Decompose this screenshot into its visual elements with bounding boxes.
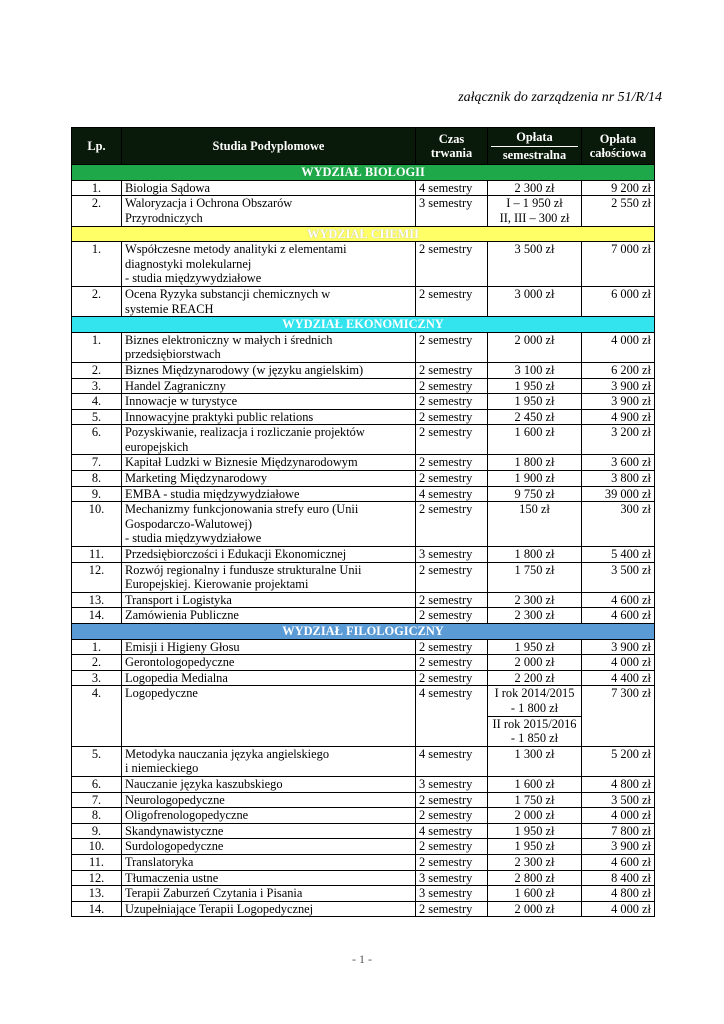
cell-studia-line: Kapitał Ludzki w Biznesie Międzynarodowym (125, 455, 358, 470)
cell-studia-line: Logopedyczne (125, 686, 198, 701)
cell-lp: 10. (72, 502, 122, 547)
cell-oplata-semestralna (488, 242, 582, 287)
cell-studia-line: Pozyskiwanie, realizacja i rozliczanie projektów (125, 425, 365, 440)
cell-czas: 4 semestry (416, 180, 488, 196)
cell-oplata-semestralna (488, 823, 582, 839)
header-oplata-c-line2: całościowa (589, 146, 647, 161)
cell-oplata-line: 3 000 zł (514, 286, 555, 301)
table-row (72, 870, 655, 886)
cell-oplata-calosciowa: 4 000 zł (582, 808, 655, 824)
cell-studia-line: i niemieckiego (125, 761, 199, 776)
cell-studia-line: Mechanizmy funkcjonowania strefy euro (Unii (125, 502, 359, 517)
cell-studia (122, 378, 416, 394)
cell-czas: 3 semestry (416, 547, 488, 563)
cell-czas: 2 semestry (416, 655, 488, 671)
cell-czas: 2 semestry (416, 808, 488, 824)
cell-czas: 4 semestry (416, 746, 488, 776)
department-row (72, 624, 655, 640)
cell-oplata-part (488, 717, 581, 746)
cell-studia (122, 362, 416, 378)
cell-lp: 8. (72, 808, 122, 824)
table-row (72, 854, 655, 870)
cell-oplata-calosciowa: 9 200 zł (582, 180, 655, 196)
header-czas (416, 128, 488, 165)
cell-oplata-semestralna (488, 686, 582, 746)
cell-lp: 1. (72, 639, 122, 655)
table-row (72, 823, 655, 839)
cell-oplata-calosciowa: 39 000 zł (582, 486, 655, 502)
cell-oplata-line: 2 000 zł (514, 655, 555, 670)
cell-lp: 7. (72, 792, 122, 808)
cell-studia-line: Translatoryka (125, 854, 194, 869)
cell-oplata-semestralna (488, 180, 582, 196)
cell-czas: 2 semestry (416, 592, 488, 608)
cell-studia-line: Tłumaczenia ustne (125, 870, 219, 885)
cell-lp: 12. (72, 870, 122, 886)
cell-czas: 2 semestry (416, 901, 488, 917)
cell-oplata-semestralna (488, 562, 582, 592)
cell-studia-line: Emisji i Higieny Głosu (125, 639, 240, 654)
cell-lp: 8. (72, 471, 122, 487)
header-oplata-c-line1: Opłata (599, 131, 637, 146)
cell-oplata-calosciowa: 7 800 zł (582, 823, 655, 839)
table-row (72, 332, 655, 362)
cell-oplata-line: 2 300 zł (514, 608, 555, 623)
cell-oplata-calosciowa: 4 800 zł (582, 776, 655, 792)
cell-studia-line: Przedsiębiorczości i Edukacji Ekonomicznej (125, 547, 347, 562)
cell-studia-line: diagnostyki molekularnej (125, 256, 252, 271)
cell-oplata-line: - 1 850 zł (510, 731, 559, 746)
table-row (72, 362, 655, 378)
cell-czas: 2 semestry (416, 792, 488, 808)
cell-oplata-line: 2 300 zł (514, 592, 555, 607)
table-row (72, 425, 655, 455)
cell-oplata-semestralna (488, 286, 582, 316)
table-row (72, 455, 655, 471)
cell-oplata-semestralna (488, 394, 582, 410)
cell-oplata-calosciowa: 5 400 zł (582, 547, 655, 563)
cell-studia (122, 670, 416, 686)
cell-czas: 3 semestry (416, 870, 488, 886)
cell-studia-line: Innowacje w turystyce (125, 394, 238, 409)
cell-lp: 2. (72, 196, 122, 226)
cell-czas: 2 semestry (416, 242, 488, 287)
cell-oplata-line: 1 750 zł (514, 562, 555, 577)
cell-lp: 9. (72, 823, 122, 839)
cell-oplata-calosciowa: 6 200 zł (582, 362, 655, 378)
cell-studia-line: Terapii Zaburzeń Czytania i Pisania (125, 886, 303, 901)
cell-studia-line: Uzupełniające Terapii Logopedycznej (125, 901, 314, 916)
header-czas-line1: Czas (438, 131, 465, 146)
cell-czas: 2 semestry (416, 378, 488, 394)
table-row (72, 471, 655, 487)
cell-oplata-semestralna (488, 486, 582, 502)
cell-oplata-line: 2 000 zł (514, 901, 555, 916)
cell-oplata-line: II, III – 300 zł (499, 210, 570, 225)
cell-oplata-semestralna (488, 378, 582, 394)
cell-oplata-line: 1 950 zł (514, 839, 555, 854)
cell-studia (122, 839, 416, 855)
cell-czas: 2 semestry (416, 362, 488, 378)
cell-studia (122, 332, 416, 362)
cell-oplata-calosciowa: 3 900 zł (582, 839, 655, 855)
department-row (72, 165, 655, 181)
cell-oplata-calosciowa: 4 600 zł (582, 592, 655, 608)
cell-studia-line: Rozwój regionalny i fundusze strukturalne Unii (125, 562, 362, 577)
cell-lp: 2. (72, 286, 122, 316)
cell-oplata-calosciowa: 4 800 zł (582, 886, 655, 902)
cell-lp: 13. (72, 592, 122, 608)
cell-czas: 2 semestry (416, 670, 488, 686)
header-oplata-semestralna (488, 128, 582, 165)
table-body (72, 165, 655, 917)
cell-oplata-line: 1 900 zł (514, 471, 555, 486)
table-row (72, 378, 655, 394)
header-czas-line2: trwania (430, 146, 473, 161)
department-name: WYDZIAŁ FILOLOGICZNY (72, 624, 655, 640)
cell-czas: 4 semestry (416, 486, 488, 502)
table-row (72, 486, 655, 502)
cell-oplata-semestralna (488, 502, 582, 547)
cell-oplata-line: 1 800 zł (514, 455, 555, 470)
cell-czas: 2 semestry (416, 394, 488, 410)
department-name: WYDZIAŁ BIOLOGII (72, 165, 655, 181)
cell-oplata-calosciowa: 3 600 zł (582, 455, 655, 471)
cell-studia (122, 196, 416, 226)
cell-studia (122, 502, 416, 547)
cell-studia-line: Zamówienia Publiczne (125, 608, 239, 623)
cell-lp: 3. (72, 670, 122, 686)
cell-lp: 1. (72, 332, 122, 362)
cell-studia (122, 180, 416, 196)
cell-oplata-calosciowa: 3 900 zł (582, 394, 655, 410)
cell-lp: 3. (72, 378, 122, 394)
cell-oplata-semestralna (488, 362, 582, 378)
cell-oplata-line: 2 300 zł (514, 854, 555, 869)
cell-oplata-line: 1 600 zł (514, 886, 555, 901)
cell-lp: 14. (72, 608, 122, 624)
cell-lp: 7. (72, 455, 122, 471)
department-name: WYDZIAŁ EKONOMICZNY (72, 317, 655, 333)
cell-lp: 5. (72, 409, 122, 425)
cell-oplata-line: - 1 800 zł (510, 700, 559, 715)
cell-oplata-line: 9 750 zł (514, 486, 555, 501)
cell-studia (122, 870, 416, 886)
cell-czas: 3 semestry (416, 886, 488, 902)
cell-studia-line: Logopedia Medialna (125, 670, 228, 685)
cell-oplata-semestralna (488, 839, 582, 855)
cell-lp: 4. (72, 686, 122, 746)
cell-studia-line: Oligofrenologopedyczne (125, 808, 249, 823)
cell-oplata-line: 1 300 zł (514, 746, 555, 761)
cell-oplata-semestralna (488, 808, 582, 824)
cell-oplata-line: 1 600 zł (514, 776, 555, 791)
table-row (72, 180, 655, 196)
cell-studia (122, 471, 416, 487)
table-row (72, 394, 655, 410)
cell-studia (122, 639, 416, 655)
cell-czas: 2 semestry (416, 562, 488, 592)
cell-oplata-calosciowa: 4 900 zł (582, 409, 655, 425)
cell-studia (122, 562, 416, 592)
cell-studia (122, 286, 416, 316)
cell-oplata-line: 2 800 zł (514, 870, 555, 885)
cell-oplata-line: 1 950 zł (514, 639, 555, 654)
cell-studia (122, 686, 416, 746)
cell-studia (122, 823, 416, 839)
cell-lp: 1. (72, 180, 122, 196)
cell-czas: 3 semestry (416, 776, 488, 792)
cell-lp: 13. (72, 886, 122, 902)
table-row (72, 639, 655, 655)
cell-studia-line: Gospodarczo-Walutowej) (125, 516, 252, 531)
cell-oplata-line: 2 000 zł (514, 808, 555, 823)
table-row (72, 792, 655, 808)
table-row (72, 196, 655, 226)
cell-oplata-line: II rok 2015/2016 (492, 716, 577, 731)
cell-oplata-calosciowa: 3 900 zł (582, 639, 655, 655)
cell-lp: 2. (72, 362, 122, 378)
page-number: - 1 - (352, 952, 372, 966)
cell-czas: 2 semestry (416, 502, 488, 547)
cell-oplata-semestralna (488, 655, 582, 671)
cell-lp: 6. (72, 776, 122, 792)
cell-czas: 4 semestry (416, 686, 488, 746)
cell-studia-line: - studia międzywydziałowe (125, 271, 262, 286)
cell-studia-line: Ocena Ryzyka substancji chemicznych w (125, 286, 331, 301)
table-row (72, 547, 655, 563)
cell-oplata-line: 3 500 zł (514, 242, 555, 257)
cell-studia (122, 486, 416, 502)
cell-lp: 9. (72, 486, 122, 502)
cell-lp: 14. (72, 901, 122, 917)
cell-oplata-line: I rok 2014/2015 (494, 686, 575, 701)
cell-oplata-line: 150 zł (519, 502, 550, 517)
table-header-row (72, 128, 655, 165)
cell-studia-line: Marketing Międzynarodowy (125, 471, 268, 486)
cell-czas: 2 semestry (416, 332, 488, 362)
cell-czas: 2 semestry (416, 425, 488, 455)
annex-reference: załącznik do zarządzenia nr 51/R/14 (458, 90, 662, 105)
cell-oplata-line: 1 950 zł (514, 378, 555, 393)
cell-oplata-line: 2 300 zł (514, 180, 555, 195)
cell-studia (122, 242, 416, 287)
cell-oplata-semestralna (488, 854, 582, 870)
cell-czas: 2 semestry (416, 854, 488, 870)
table-row (72, 901, 655, 917)
cell-lp: 2. (72, 655, 122, 671)
cell-studia (122, 409, 416, 425)
cell-studia-line: - studia międzywydziałowe (125, 531, 262, 546)
cell-studia-line: Innowacyjne praktyki public relations (125, 409, 314, 424)
cell-czas: 2 semestry (416, 839, 488, 855)
cell-oplata-line: 1 800 zł (514, 547, 555, 562)
cell-studia-line: Metodyka nauczania języka angielskiego (125, 746, 330, 761)
cell-oplata-semestralna (488, 592, 582, 608)
cell-oplata-line: 1 950 zł (514, 823, 555, 838)
cell-oplata-semestralna (488, 639, 582, 655)
cell-studia-line: EMBA - studia międzywydziałowe (125, 486, 300, 501)
cell-oplata-semestralna (488, 746, 582, 776)
cell-oplata-line: I – 1 950 zł (506, 196, 563, 211)
cell-oplata-calosciowa: 5 200 zł (582, 746, 655, 776)
cell-oplata-semestralna (488, 409, 582, 425)
cell-oplata-line: 3 100 zł (514, 362, 555, 377)
cell-oplata-calosciowa: 4 000 zł (582, 332, 655, 362)
cell-studia (122, 776, 416, 792)
cell-studia (122, 394, 416, 410)
table-row (72, 242, 655, 287)
department-name: WYDZIAŁ CHEMII (72, 226, 655, 242)
table-row (72, 886, 655, 902)
cell-studia (122, 592, 416, 608)
cell-oplata-calosciowa: 4 000 zł (582, 655, 655, 671)
cell-studia-line: systemie REACH (125, 301, 214, 316)
cell-czas: 2 semestry (416, 286, 488, 316)
table-row (72, 562, 655, 592)
cell-oplata-calosciowa: 7 000 zł (582, 242, 655, 287)
cell-oplata-part (488, 686, 581, 716)
cell-oplata-line: 1 600 zł (514, 425, 555, 440)
cell-oplata-semestralna (488, 471, 582, 487)
table-row (72, 409, 655, 425)
cell-studia (122, 886, 416, 902)
cell-lp: 4. (72, 394, 122, 410)
cell-oplata-semestralna (488, 886, 582, 902)
department-row (72, 317, 655, 333)
header-oplata-line2: semestralna (502, 147, 567, 162)
cell-oplata-line: 2 000 zł (514, 332, 555, 347)
cell-oplata-calosciowa: 3 500 zł (582, 562, 655, 592)
cell-czas: 2 semestry (416, 608, 488, 624)
cell-oplata-semestralna (488, 196, 582, 226)
cell-studia-line: Gerontologopedyczne (125, 655, 235, 670)
cell-studia (122, 792, 416, 808)
cell-oplata-calosciowa: 3 800 zł (582, 471, 655, 487)
cell-oplata-semestralna (488, 901, 582, 917)
cell-oplata-calosciowa: 4 000 zł (582, 901, 655, 917)
cell-studia-line: Transport i Logistyka (125, 592, 232, 607)
cell-studia (122, 746, 416, 776)
header-oplata-calosciowa (582, 128, 655, 165)
cell-oplata-calosciowa: 2 550 zł (582, 196, 655, 226)
header-lp: Lp. (72, 128, 122, 165)
table-row (72, 670, 655, 686)
cell-lp: 12. (72, 562, 122, 592)
cell-studia-line: europejskich (125, 439, 189, 454)
cell-studia-line: Przyrodniczych (125, 210, 203, 225)
cell-studia (122, 425, 416, 455)
table-row (72, 592, 655, 608)
cell-studia-line: Biznes Międzynarodowy (w języku angielskim) (125, 362, 364, 377)
cell-oplata-semestralna (488, 670, 582, 686)
header-oplata-line1: Opłata (491, 129, 578, 147)
cell-czas: 2 semestry (416, 409, 488, 425)
cell-oplata-calosciowa: 7 300 zł (582, 686, 655, 746)
cell-oplata-calosciowa: 300 zł (582, 502, 655, 547)
cell-oplata-calosciowa: 4 400 zł (582, 670, 655, 686)
cell-oplata-calosciowa: 6 000 zł (582, 286, 655, 316)
cell-oplata-semestralna (488, 332, 582, 362)
cell-lp: 11. (72, 547, 122, 563)
cell-oplata-calosciowa: 3 200 zł (582, 425, 655, 455)
fees-table (71, 127, 655, 917)
cell-oplata-line: 2 200 zł (514, 670, 555, 685)
cell-czas: 2 semestry (416, 455, 488, 471)
cell-oplata-semestralna (488, 608, 582, 624)
cell-studia (122, 854, 416, 870)
table-row (72, 776, 655, 792)
cell-lp: 10. (72, 839, 122, 855)
cell-lp: 6. (72, 425, 122, 455)
cell-studia-line: Skandynawistyczne (125, 823, 224, 838)
cell-oplata-calosciowa: 3 900 zł (582, 378, 655, 394)
table-row (72, 655, 655, 671)
table-row (72, 502, 655, 547)
cell-oplata-line: 2 450 zł (514, 409, 555, 424)
cell-studia (122, 655, 416, 671)
cell-oplata-calosciowa: 8 400 zł (582, 870, 655, 886)
cell-czas: 2 semestry (416, 639, 488, 655)
cell-czas: 3 semestry (416, 196, 488, 226)
cell-studia-line: Waloryzacja i Ochrona Obszarów (125, 196, 293, 211)
cell-studia-line: Handel Zagraniczny (125, 378, 226, 393)
cell-oplata-semestralna (488, 776, 582, 792)
cell-studia-line: Biznes elektroniczny w małych i średnich (125, 332, 333, 347)
cell-czas: 2 semestry (416, 471, 488, 487)
cell-oplata-line: 1 950 zł (514, 394, 555, 409)
cell-studia-line: Neurologopedyczne (125, 792, 225, 807)
cell-studia-line: Surdologopedyczne (125, 839, 224, 854)
table-row (72, 746, 655, 776)
cell-studia (122, 608, 416, 624)
header-studia: Studia Podyplomowe (122, 128, 416, 165)
cell-oplata-semestralna (488, 870, 582, 886)
cell-oplata-calosciowa: 4 600 zł (582, 608, 655, 624)
cell-oplata-semestralna (488, 792, 582, 808)
cell-oplata-calosciowa: 3 500 zł (582, 792, 655, 808)
cell-oplata-semestralna (488, 547, 582, 563)
cell-oplata-calosciowa: 4 600 zł (582, 854, 655, 870)
cell-oplata-line: 1 750 zł (514, 792, 555, 807)
cell-lp: 1. (72, 242, 122, 287)
table-row (72, 808, 655, 824)
cell-studia (122, 901, 416, 917)
department-row (72, 226, 655, 242)
cell-studia-line: przedsiębiorstwach (125, 347, 221, 362)
cell-studia-line: Nauczanie języka kaszubskiego (125, 776, 283, 791)
cell-studia-line: Współczesne metody analityki z elementami (125, 242, 347, 257)
table-row (72, 608, 655, 624)
cell-oplata-semestralna (488, 455, 582, 471)
cell-oplata-semestralna (488, 425, 582, 455)
cell-lp: 5. (72, 746, 122, 776)
cell-studia-line: Biologia Sądowa (125, 180, 211, 195)
table-row (72, 839, 655, 855)
cell-czas: 4 semestry (416, 823, 488, 839)
cell-studia (122, 547, 416, 563)
table-row (72, 686, 655, 746)
table-row (72, 286, 655, 316)
cell-studia (122, 808, 416, 824)
cell-studia (122, 455, 416, 471)
cell-studia-line: Europejskiej. Kierowanie projektami (125, 577, 309, 592)
cell-lp: 11. (72, 854, 122, 870)
